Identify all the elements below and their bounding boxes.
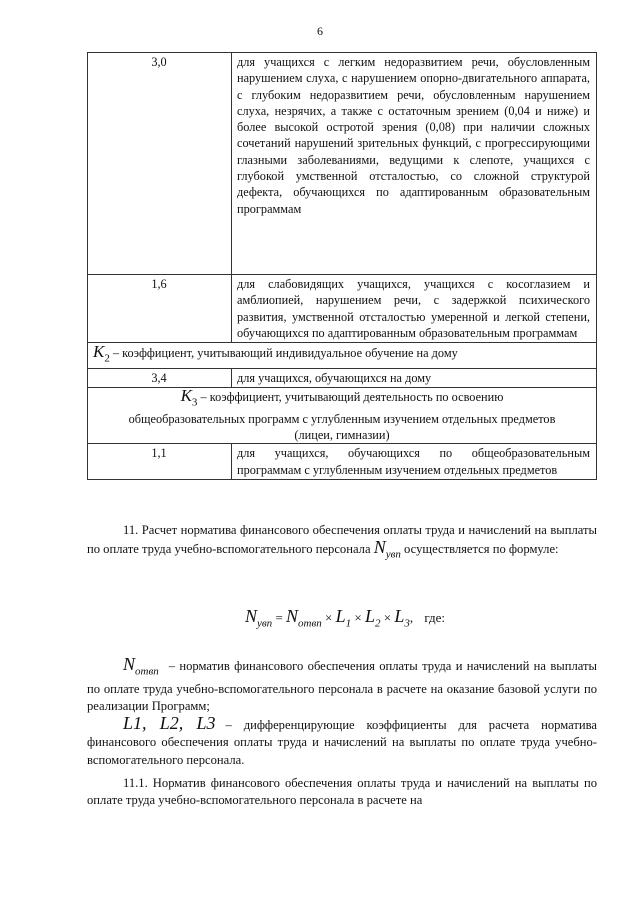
coef-description: для слабовидящих учащихся, учащихся с косоглазием и амблиопией, нарушением речи, с задержкой психического развития, умственной отсталостью умеренной и легкой степени, обучающихся по адаптированным образовательным программам — [232, 275, 597, 343]
definition-l-coefficients: L1, L2, L3 – дифференцирующие коэффициенты для расчета норматива финансового обеспечения оплаты труда и начислений на выплаты по оплате труда учебно-вспомогательного персонала. — [87, 713, 597, 767]
coef-value: 3,4 — [88, 368, 232, 387]
table-row — [88, 368, 597, 387]
formula-where: где: — [424, 610, 446, 625]
table-row — [88, 444, 597, 480]
k2-header-row — [88, 343, 597, 369]
coef-value: 1,6 — [88, 275, 232, 343]
k3-definition: $K_3$ – коэффициент, учитывающий деятельность по освоению общеобразовательных программ с углубленным изучением отдельных предметов (лицеи, гимназии) — [88, 388, 597, 444]
coef-description: для учащихся, обучающихся по общеобразовательным программам с углубленным изучением отдельных предметов — [232, 444, 597, 480]
paragraph-11: 11. Расчет норматива финансового обеспечения оплаты труда и начислений на выплаты по оплате труда учебно-вспомогательного персонала $N_{увп}$ осуществляется по формуле: — [87, 523, 597, 561]
table-row — [88, 275, 597, 343]
k3-symbol: $K_3$ — [180, 386, 198, 409]
l-symbols: L1, L2, L3 — [123, 713, 216, 733]
coef-description: для учащихся с легким недоразвитием речи, обусловленным нарушением слуха, с нарушением опорно-двигательного аппарата, с глубоким недоразвитием речи, обусловленным нарушением слуха, незрячих, а также с остаточным зрением (0,04 и ниже) и более высокой остротой зрения (0,08) при наличии сложных сочетаний нарушений зрительных функций, с прогрессирующими глазными заболеваниями, ведущими к слепоте, учащихся с глубокой умственной отсталостью, со сложной структурой дефекта, обучающихся по адаптированным образовательным программам — [232, 53, 597, 275]
definition-n-otvp: $N_{отвп}$ – норматив финансового обеспечения оплаты труда и начислений на выплаты по оплате труда учебно-вспомогательного персонала в расчете на оказание базовой услуги по реализации Программ; — [87, 654, 597, 714]
paragraph-11-1: 11.1. Норматив финансового обеспечения оплаты труда и начислений на выплаты по оплате труда учебно-вспомогательного персонала в расчете на — [87, 776, 597, 808]
coef-value: 3,0 — [88, 53, 232, 275]
coefficients-table — [87, 52, 597, 480]
table-row — [88, 53, 597, 275]
coef-value: 1,1 — [88, 444, 232, 480]
k2-symbol: $K_2$ — [93, 342, 110, 365]
page-number: 6 — [317, 24, 323, 38]
k2-definition: $K_2$ – коэффициент, учитывающий индивидуальное обучение на дому — [88, 343, 597, 369]
formula: $N_{увп} = N_{отвп} \times L_1 \times L_2 \times L_3$, где: — [245, 606, 446, 630]
coef-description: для учащихся, обучающихся на дому — [232, 368, 597, 387]
k3-header-row — [88, 388, 597, 444]
n-otvp-symbol: $N_{отвп}$ — [123, 654, 159, 678]
n-uvp-symbol: $N_{увп}$ — [373, 537, 401, 561]
